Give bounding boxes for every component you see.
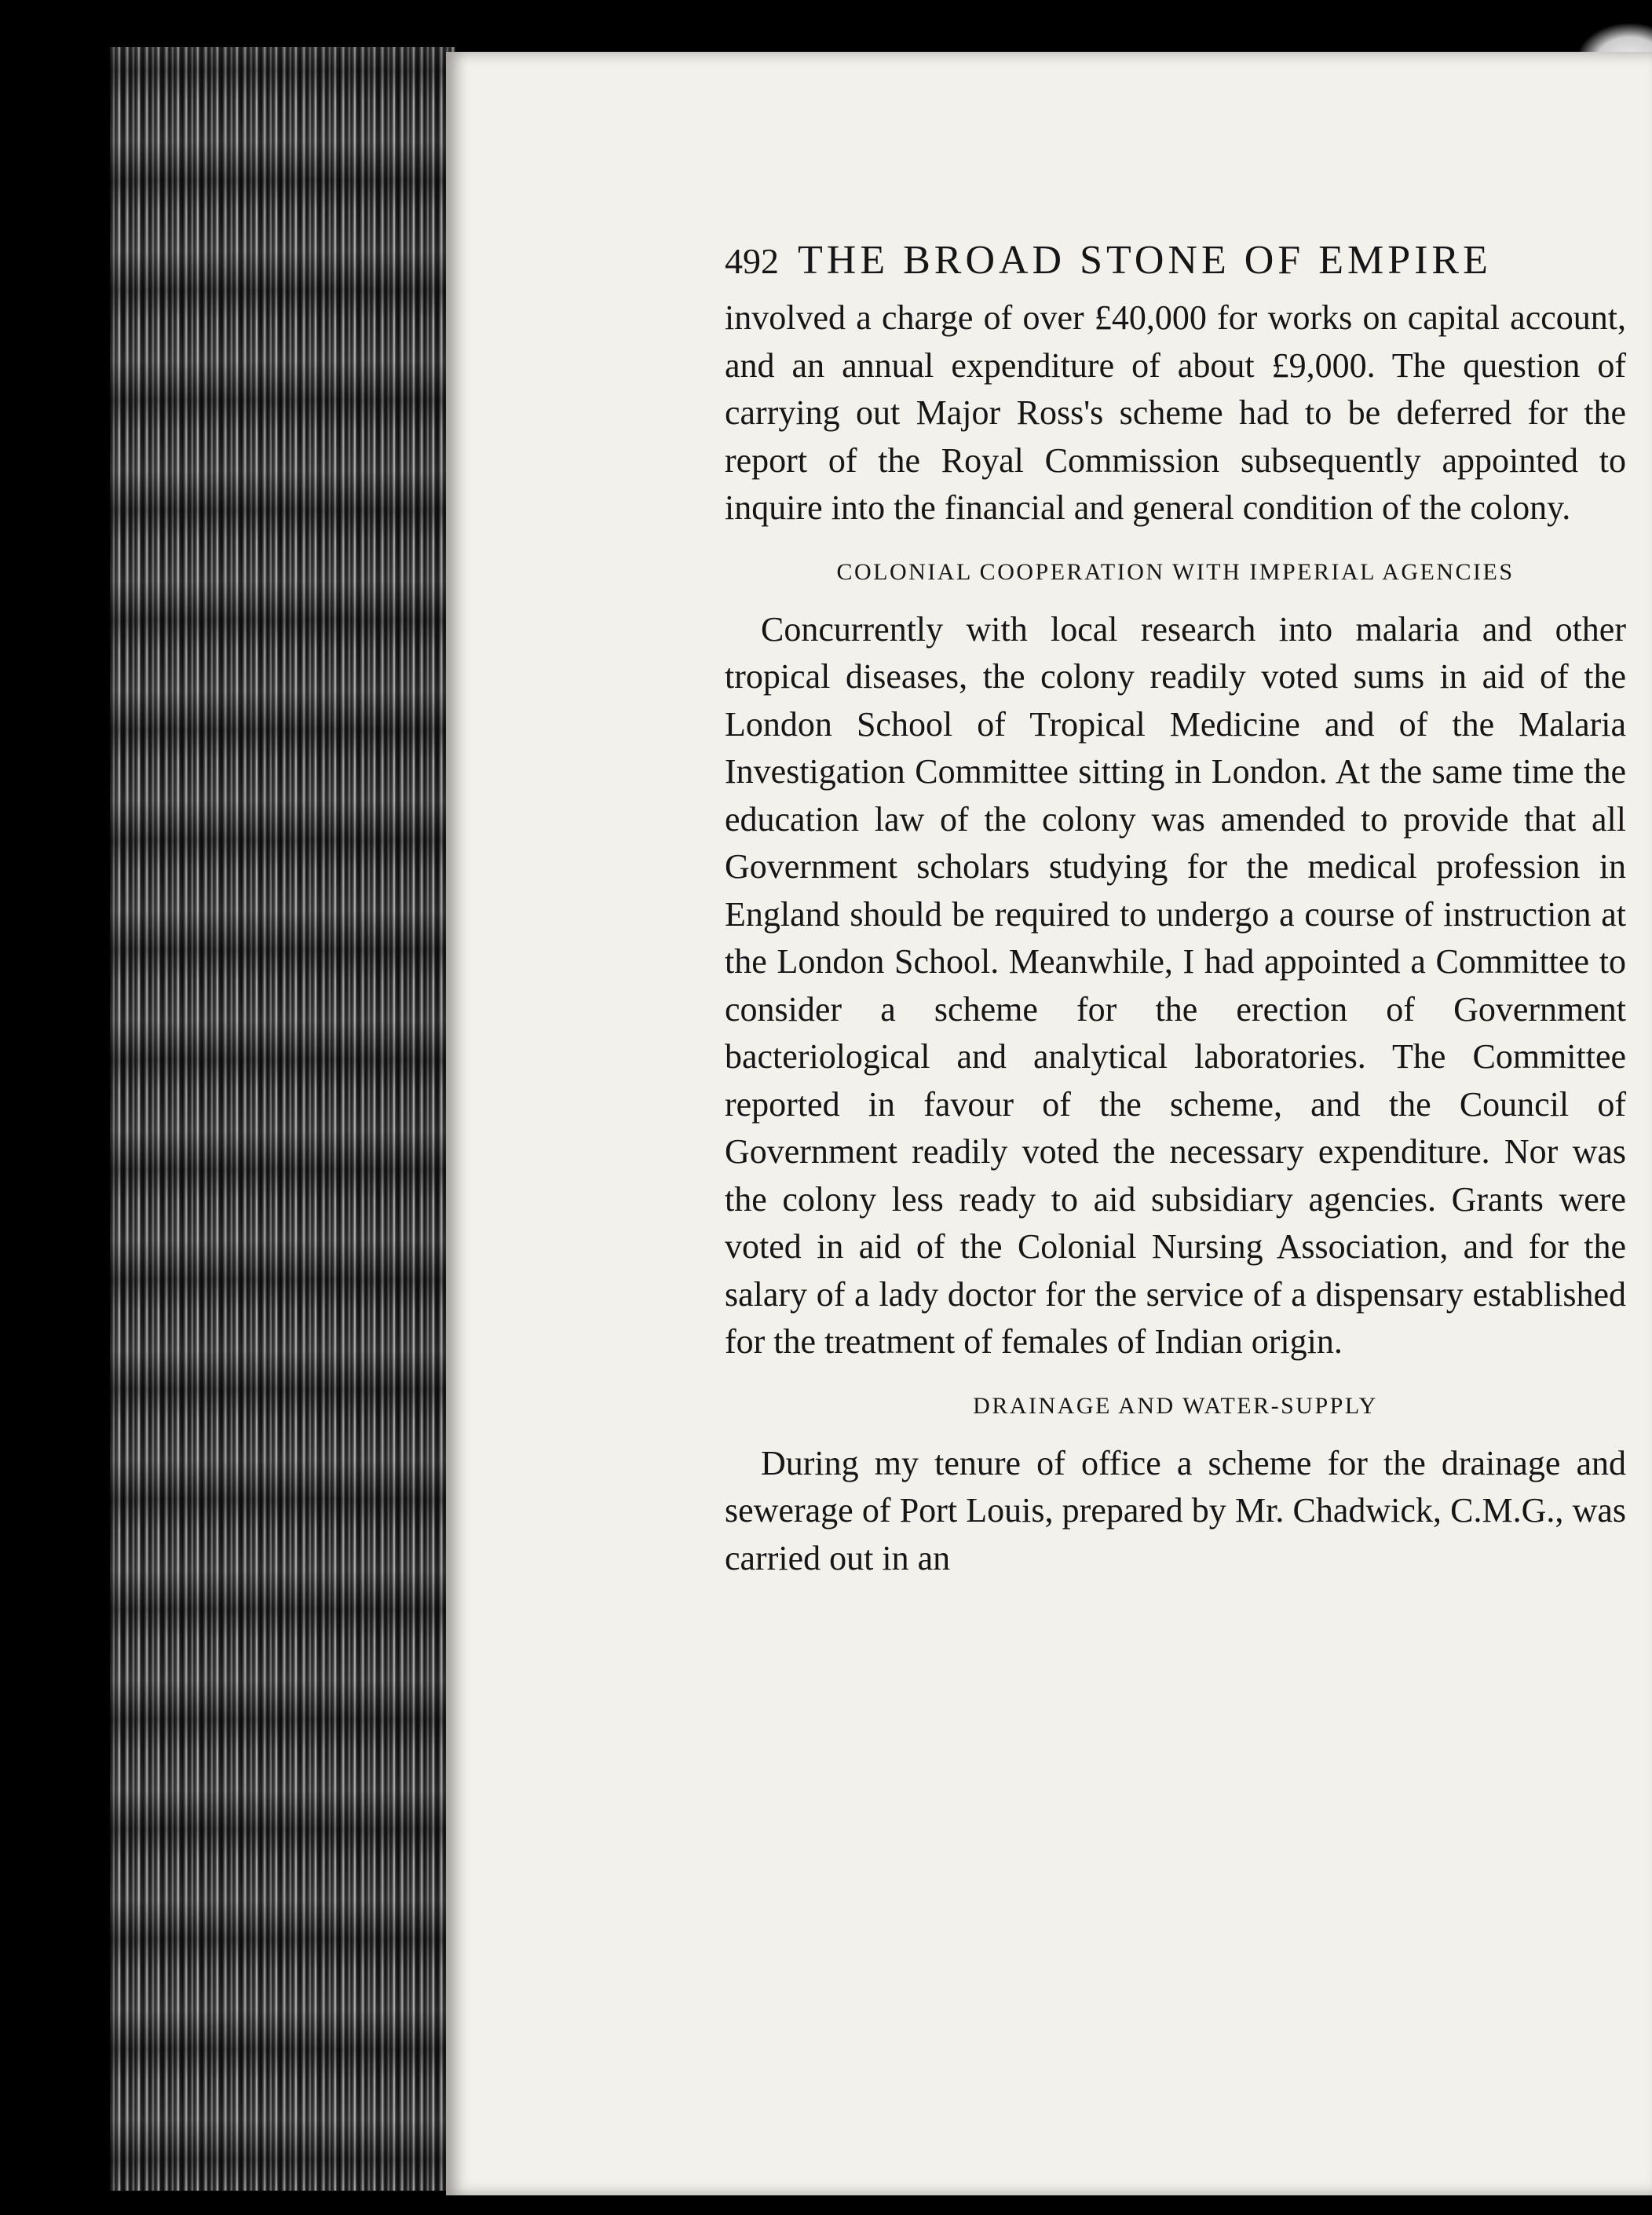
section-heading-colonial-cooperation: COLONIAL COOPERATION WITH IMPERIAL AGENCIES [836,558,1515,585]
paragraph-drainage: During my tenure of office a scheme for the drainage and sewerage of Port Louis, prepared by Mr. Chadwick, C.M.G., was carried out in an [725,1443,1626,1577]
paragraph-cooperation: Concurrently with local research into malaria and other tropical diseases, the colony readily voted sums in aid of the London School of Tropical Medicine and of the Malaria Investigation Committee sitting in London. At the same time the education law of the colony was amended to provide that all Government scholars studying for the medical profession in England should be required to undergo a course of instruction at the London School. Meanwhile, I had appointed a Committee to consider a scheme for the erection of Government bacteriological and analytical laboratories. The Committee reported in favour of the scheme, and the Council of Government readily voted the necessary expenditure. Nor was the colony less ready to aid subsidiary agencies. Grants were voted in aid of the Colonial Nursing Association, and for the salary of a lady doctor for the service of a dispensary established for the treatment of females of Indian origin. [725,609,1626,1361]
running-header [725,237,1626,283]
book-page [446,52,1652,2195]
running-title: THE BROAD STONE OF EMPIRE [798,238,1492,283]
page-number: 492 [725,241,779,281]
paragraph-continued: involved a charge of over £40,000 for works on capital account, and an annual expenditure of about £9,000. The question of carrying out Major Ross's scheme had to be deferred for the report of the Royal Commission subsequently appointed to inquire into the financial and general condition of the colony. [725,298,1626,527]
section-heading-drainage: DRAINAGE AND WATER-SUPPLY [973,1392,1378,1419]
page-text-block [725,237,1626,1582]
book-page-edges [110,47,455,2191]
